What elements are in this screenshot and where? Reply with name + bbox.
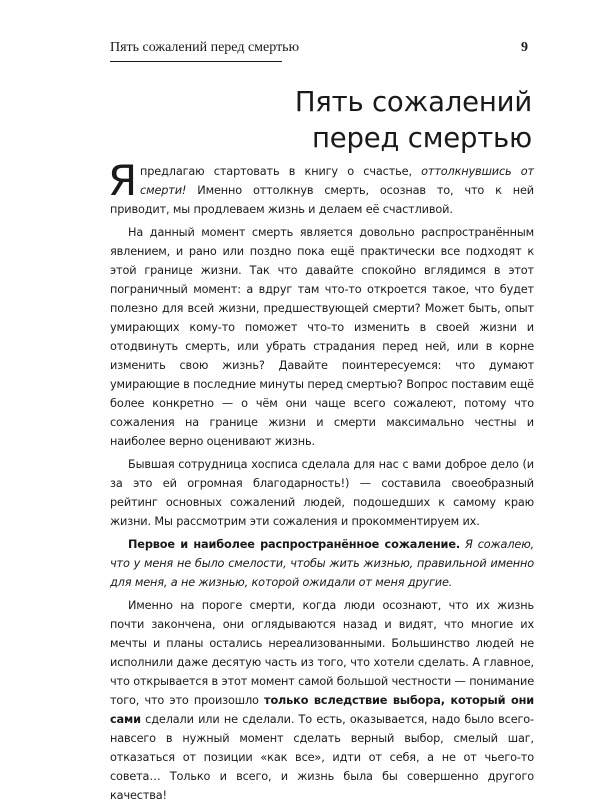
header-rule [110,61,282,62]
first-regret-quote: Я сожалею, что у меня не было смелости, чтобы жить жизнью, правильной именно для меня, а не жизнью, которой ожидали от меня другие. [110,538,534,589]
paragraph-3: Бывшая сотрудница хосписа сделала для нас с вами доброе дело (и за это ей огромная благодарность!) — составила своеобразный рейтинг основных сожалений людей, подошедших к самому краю жизни. Мы рассмотрим эти сожаления и прокомментируем их. [110,458,534,528]
running-title: Пять сожалений перед смертью [110,40,300,55]
body-text [108,156,534,809]
paragraph-5-text-a: Именно на пороге смерти, когда люди осознают, что их жизнь почти закончена, они оглядываются назад и видят, что многие их мечты и планы остались нереализованными. Большинство людей не исполнили даже десятую часть из того, что хотели сделать. А главное, что открывается в этот момент самой большой честности — понимание того, что это произошло [110,599,534,707]
first-regret-heading: Первое и наиболее распространённое сожаление. [128,538,460,551]
paragraph-1-italic: оттолкнувшись от смерти! [140,165,534,197]
paragraph-2: На данный момент смерть является довольно распространённым явлением, и рано или поздно пока ещё практически все подходят к этой границе жизни. Так что давайте спокойно вглядимся в этот пограничный момент: а вдруг там что-то откроется такое, что будет полезно для всей жизни, предшествующей смерти? Может быть, опыт умирающих кому-то поможет что-то изменить в своей жизни и отодвинуть смерть, или убрать страдания перед ней, или в корне изменить свою жизнь? Давайте поинтересуемся: что думают умирающие в последние минуты перед смертью? Вопрос поставим ещё более конкретно — о чём они чаще всего сожалеют, потому что сожаления на границе жизни и смерти максимально честны и наиболее верно оценивают жизнь. [110,226,534,448]
paragraph-5-text-b: сделали или не сделали. То есть, оказывается, надо было всего-навсего в нужный момент сделать верный выбор, смелый шаг, отказаться от позиции «как все», идти от себя, а не от чьего-то совета… Только и всего, и жизнь была бы совершенно другого качества! [110,713,534,802]
chapter-title-line-2: перед смертью [311,122,532,154]
paragraph-4 [110,535,534,592]
paragraph-1-text-b: Именно оттолкнув смерть, осознав то, что к ней приводит, мы продлеваем жизнь и делаем её счастливой. [110,184,534,216]
page-number: 9 [521,40,528,55]
paragraph-5-bold: только вследствие выбора, который они сами [110,694,534,726]
chapter-title [200,84,532,156]
chapter-title-line-1: Пять сожалений [294,86,532,118]
paragraph-1 [108,156,534,219]
paragraph-5 [110,596,534,805]
drop-cap: Я [108,156,138,205]
paragraph-1-text-a: предлагаю стартовать в книгу о счастье, [140,165,422,178]
